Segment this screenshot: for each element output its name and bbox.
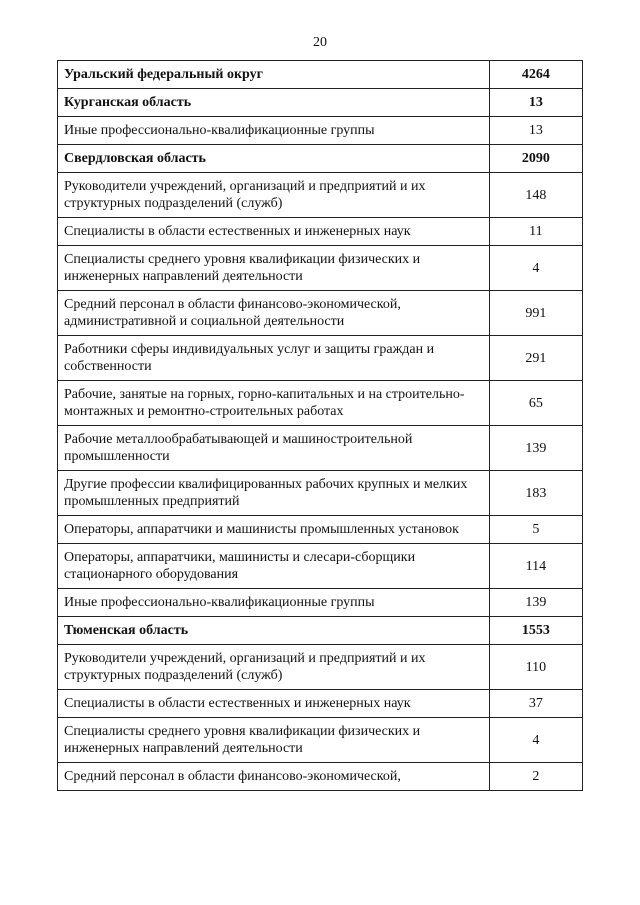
table-row — [58, 718, 583, 763]
region-row — [58, 89, 583, 117]
row-label: Другие профессии квалифицированных рабочих крупных и мелких промышленных предприятий — [58, 471, 490, 516]
page-number: 20 — [313, 35, 327, 50]
row-label: Уральский федеральный округ — [58, 61, 490, 89]
row-value: 139 — [489, 426, 582, 471]
row-value: 139 — [489, 589, 582, 617]
row-value: 110 — [489, 645, 582, 690]
row-label: Средний персонал в области финансово-экономической, административной и социальной деятельности — [58, 291, 490, 336]
row-value: 291 — [489, 336, 582, 381]
row-label: Свердловская область — [58, 145, 490, 173]
row-value: 13 — [489, 89, 582, 117]
row-label: Операторы, аппаратчики и машинисты промышленных установок — [58, 516, 490, 544]
row-label: Специалисты в области естественных и инженерных наук — [58, 690, 490, 718]
row-label: Специалисты среднего уровня квалификации физических и инженерных направлений деятельности — [58, 246, 490, 291]
table-row — [58, 516, 583, 544]
table-row — [58, 291, 583, 336]
row-value: 5 — [489, 516, 582, 544]
row-label: Операторы, аппаратчики, машинисты и слесари-сборщики стационарного оборудования — [58, 544, 490, 589]
region-row — [58, 145, 583, 173]
table-row — [58, 426, 583, 471]
table-row — [58, 645, 583, 690]
row-value: 2090 — [489, 145, 582, 173]
row-value: 183 — [489, 471, 582, 516]
row-label: Иные профессионально-квалификационные группы — [58, 589, 490, 617]
row-label: Рабочие металлообрабатывающей и машиностроительной промышленности — [58, 426, 490, 471]
table-body — [58, 61, 583, 791]
row-value: 2 — [489, 763, 582, 791]
row-value: 11 — [489, 218, 582, 246]
row-value: 4264 — [489, 61, 582, 89]
table-row — [58, 117, 583, 145]
table-row — [58, 218, 583, 246]
row-value: 13 — [489, 117, 582, 145]
employment-table — [57, 60, 583, 791]
table-row — [58, 381, 583, 426]
table-row — [58, 690, 583, 718]
row-value: 114 — [489, 544, 582, 589]
row-label: Иные профессионально-квалификационные группы — [58, 117, 490, 145]
row-value: 4 — [489, 718, 582, 763]
table-row — [58, 471, 583, 516]
row-value: 4 — [489, 246, 582, 291]
region-row — [58, 617, 583, 645]
table-row — [58, 246, 583, 291]
row-value: 65 — [489, 381, 582, 426]
table-row — [58, 589, 583, 617]
row-label: Работники сферы индивидуальных услуг и защиты граждан и собственности — [58, 336, 490, 381]
region-row — [58, 61, 583, 89]
table-row — [58, 336, 583, 381]
row-label: Тюменская область — [58, 617, 490, 645]
table-row — [58, 544, 583, 589]
row-label: Рабочие, занятые на горных, горно-капитальных и на строительно-монтажных и ремонтно-строительных работах — [58, 381, 490, 426]
row-value: 148 — [489, 173, 582, 218]
row-value: 991 — [489, 291, 582, 336]
row-label: Средний персонал в области финансово-экономической, — [58, 763, 490, 791]
row-label: Руководители учреждений, организаций и предприятий и их структурных подразделений (служб) — [58, 173, 490, 218]
row-label: Специалисты среднего уровня квалификации физических и инженерных направлений деятельности — [58, 718, 490, 763]
row-value: 1553 — [489, 617, 582, 645]
table-row — [58, 173, 583, 218]
row-label: Руководители учреждений, организаций и предприятий и их структурных подразделений (служб) — [58, 645, 490, 690]
row-label: Специалисты в области естественных и инженерных наук — [58, 218, 490, 246]
row-value: 37 — [489, 690, 582, 718]
row-label: Курганская область — [58, 89, 490, 117]
table-row — [58, 763, 583, 791]
